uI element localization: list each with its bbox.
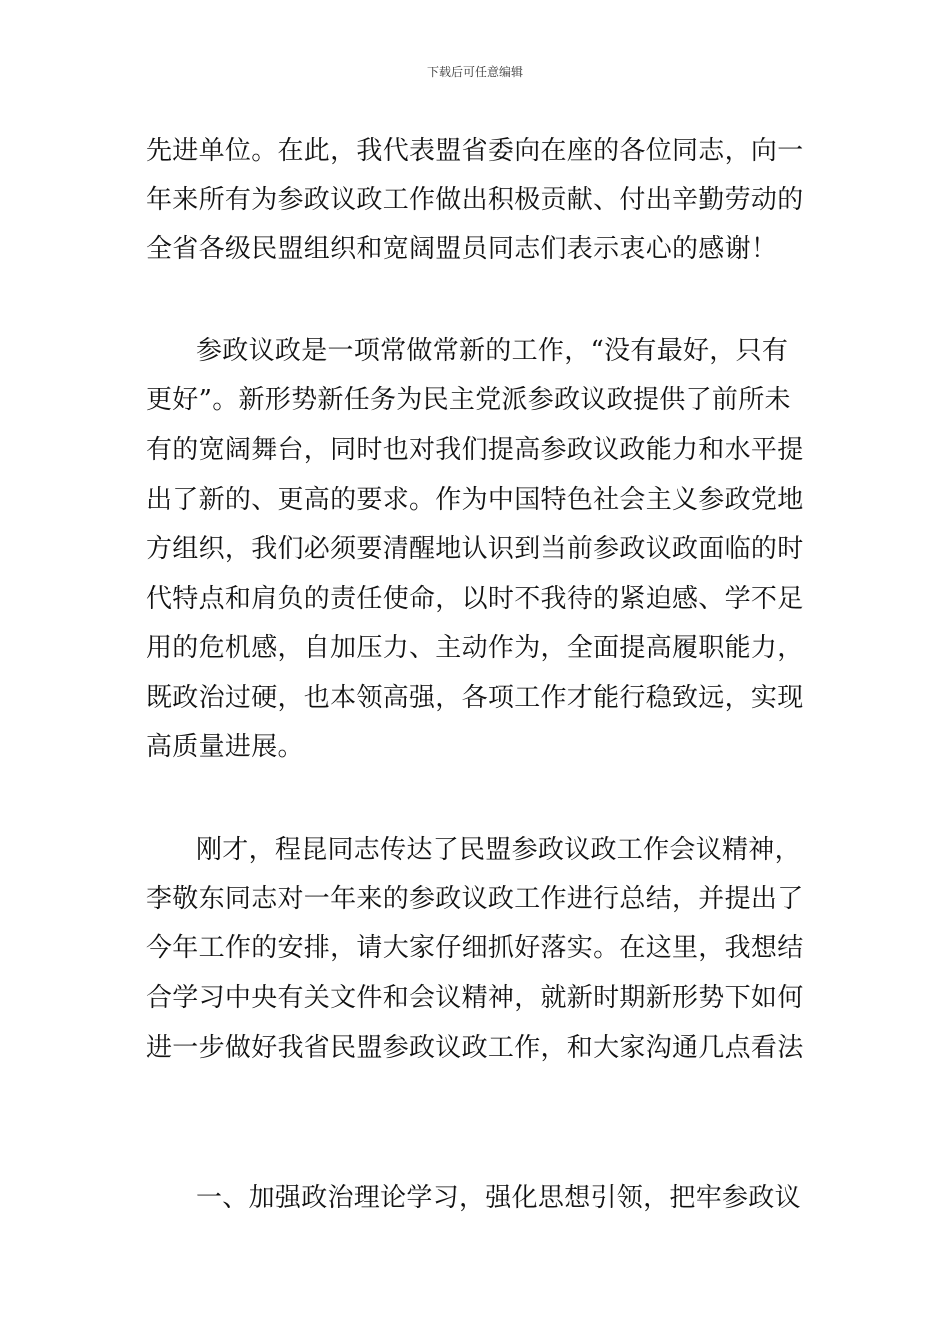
text-line: 合学习中央有关文件和会议精神，就新时期新形势下如何	[146, 983, 804, 1013]
text-line: 既政治过硬，也本领高强，各项工作才能行稳致远，实现	[146, 683, 804, 713]
text-line: 用的危机感，自加压力、主动作为，全面提高履职能力，	[146, 633, 804, 663]
text-line: 参政议政是一项常做常新的工作，“没有最好，只有	[196, 336, 789, 366]
text-line: 年来所有为参政议政工作做出积极贡献、付出辛勤劳动的	[146, 185, 804, 215]
text-line: 进一步做好我省民盟参政议政工作，和大家沟通几点看法	[146, 1033, 804, 1063]
heading-line: 一、加强政治理论学习，强化思想引领，把牢参政议	[196, 1183, 801, 1213]
text-line: 有的宽阔舞台，同时也对我们提高参政议政能力和水平提	[146, 435, 804, 465]
text-line: 更好”。新形势新任务为民主党派参政议政提供了前所未	[146, 385, 791, 415]
text-line: 出了新的、更高的要求。作为中国特色社会主义参政党地	[146, 485, 804, 515]
text-line: 先进单位。在此，我代表盟省委向在座的各位同志，向一	[146, 136, 804, 166]
text-line: 刚才，程昆同志传达了民盟参政议政工作会议精神，	[196, 835, 801, 865]
text-line: 李敬东同志对一年来的参政议政工作进行总结，并提出了	[146, 884, 804, 914]
text-line: 代特点和肩负的责任使命，以时不我待的紧迫感、学不足	[146, 584, 804, 614]
text-line: 今年工作的安排，请大家仔细抓好落实。在这里，我想结	[146, 933, 804, 963]
text-line: 方组织，我们必须要清醒地认识到当前参政议政面临的时	[146, 534, 804, 564]
page-header: 下载后可任意编辑	[426, 65, 523, 79]
text-line: 高质量进展。	[146, 732, 304, 762]
text-line: 全省各级民盟组织和宽阔盟员同志们表示衷心的感谢！	[146, 234, 778, 264]
